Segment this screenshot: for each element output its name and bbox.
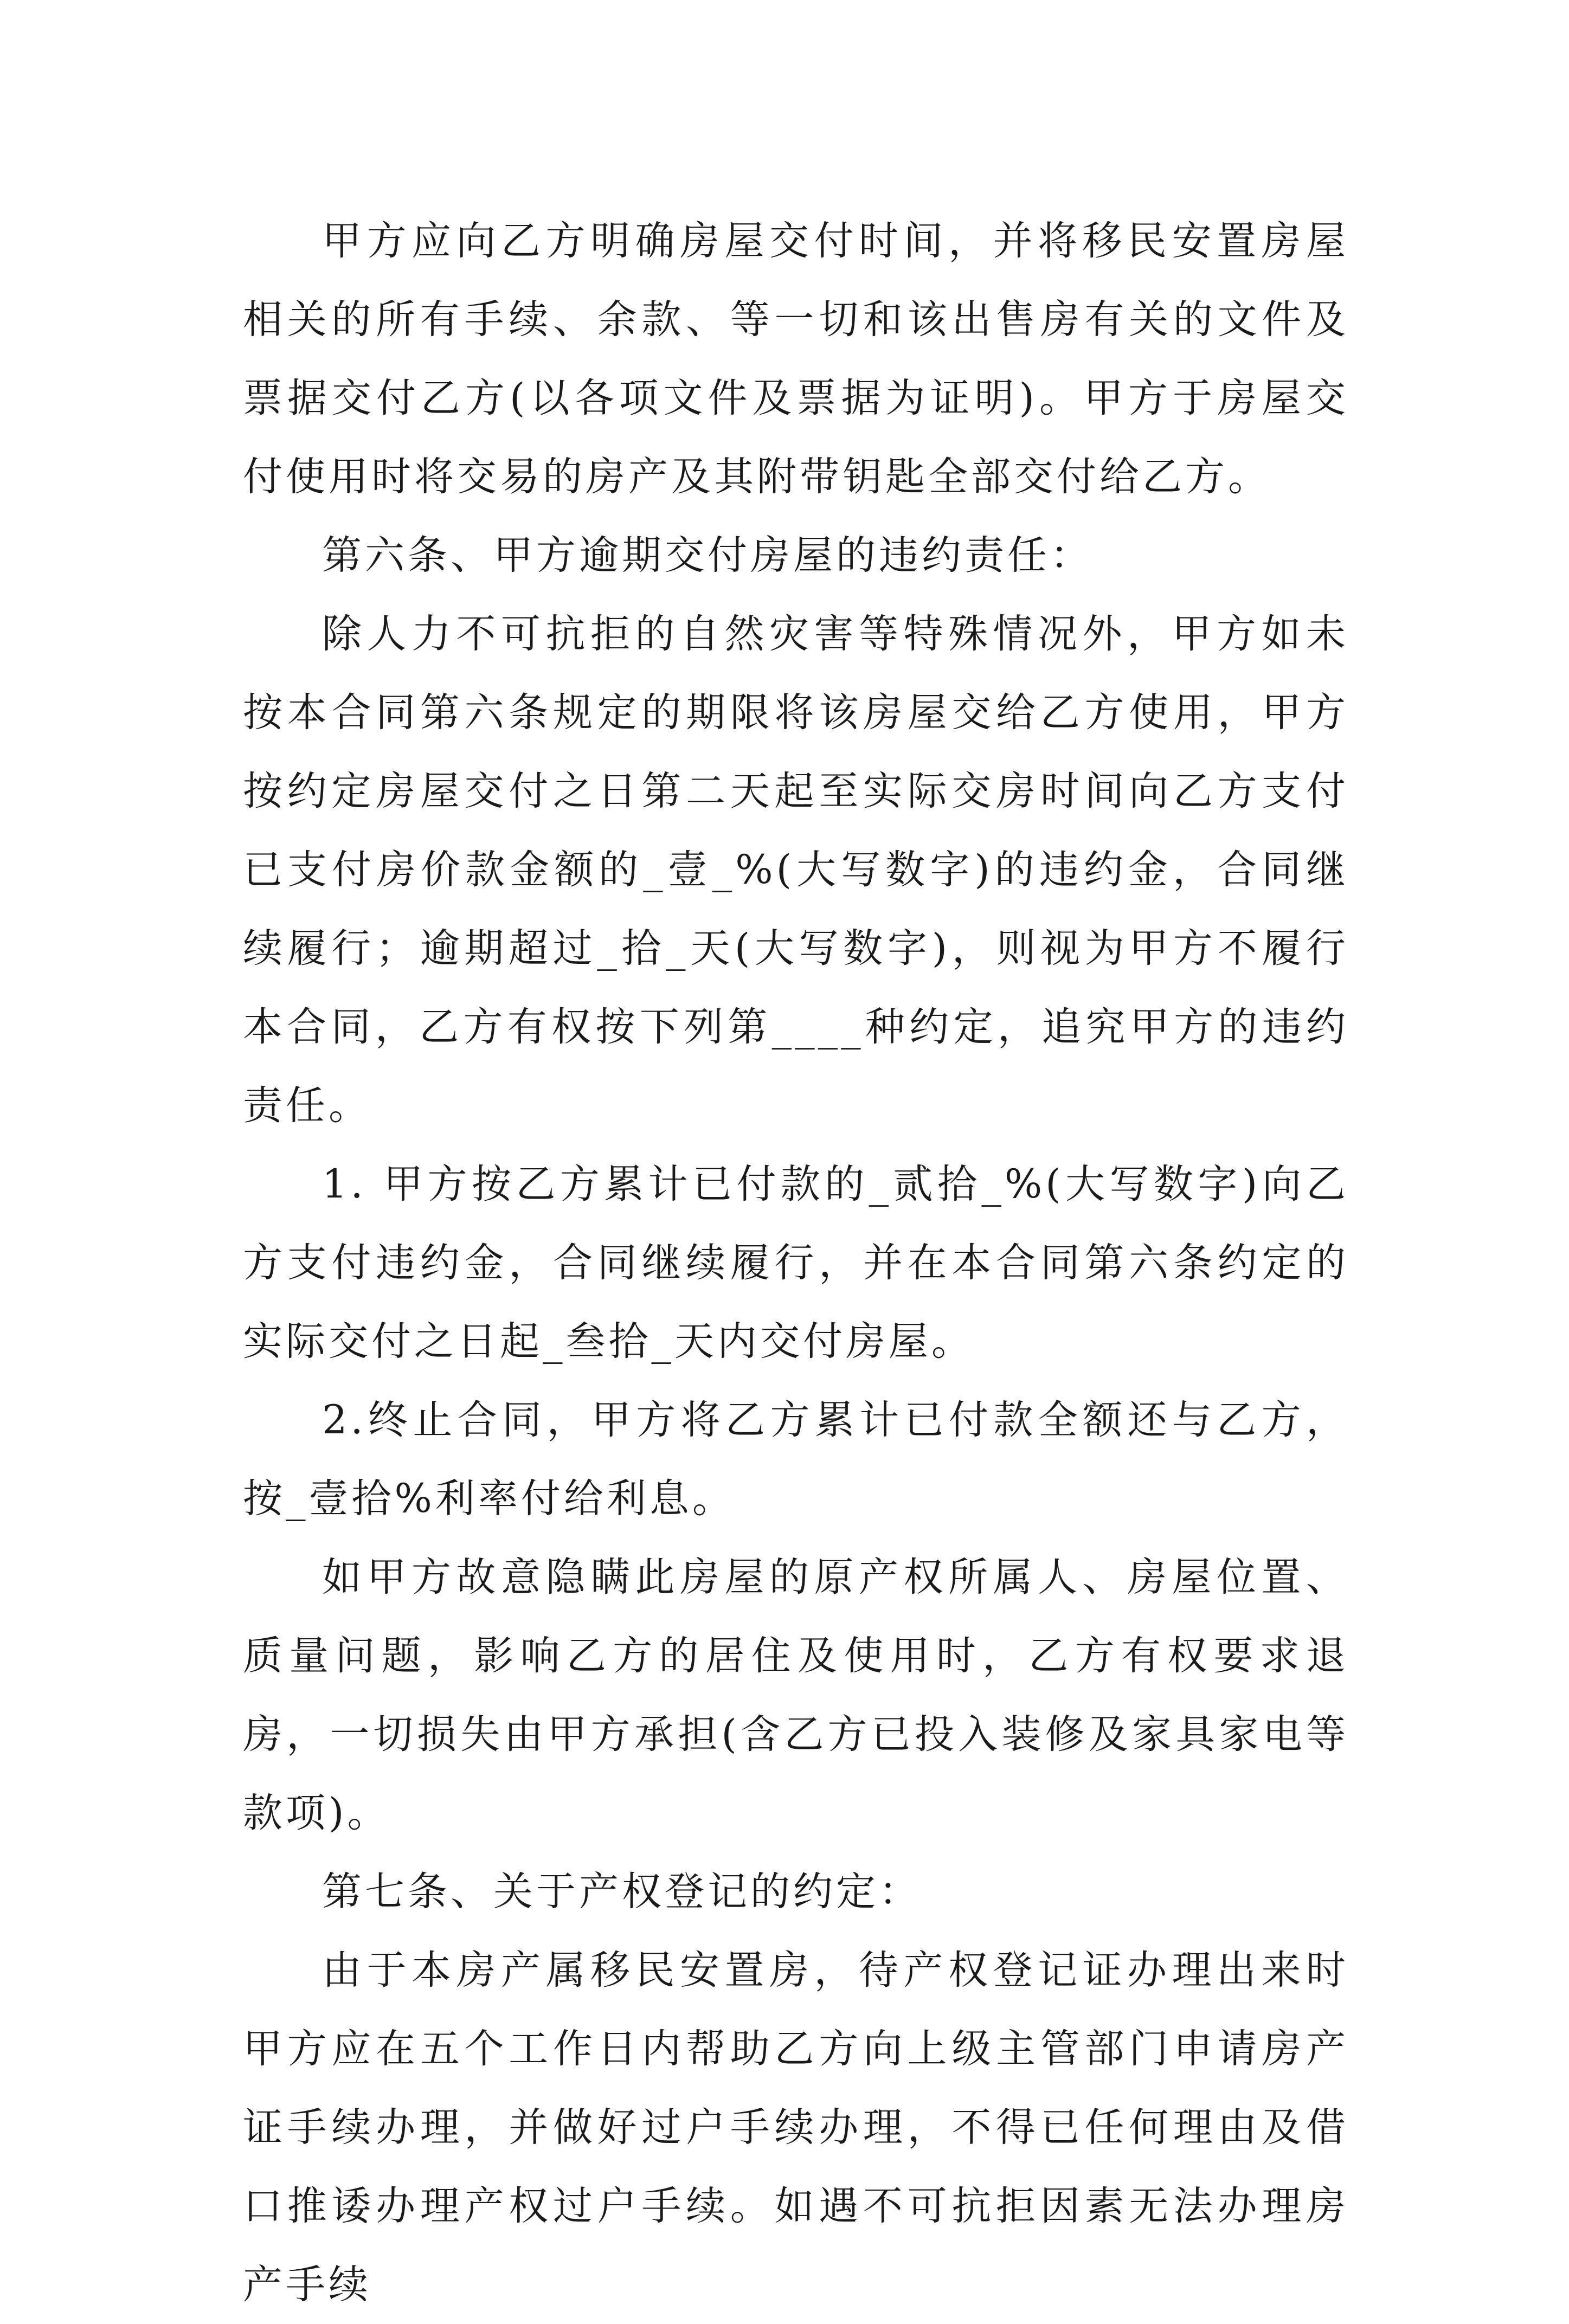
- paragraph-delivery-obligation: 甲方应向乙方明确房屋交付时间，并将移民安置房屋相关的所有手续、余款、等一切和该出售房有关的文件及票据交付乙方(以各项文件及票据为证明)。甲方于房屋交付使用时将交易的房产及其附带钥匙全部交付给乙方。: [243, 218, 1349, 500]
- heading-article-6: 第六条、甲方逾期交付房屋的违约责任：: [322, 532, 1093, 578]
- paragraph-title-registration: 由于本房产属移民安置房，待产权登记证办理出来时甲方应在五个工作日内帮助乙方向上级主管部门申请房产证手续办理，并做好过户手续办理，不得已任何理由及借口推诿办理产权过户手续。如遇不可抗拒因素无法办理房产手续: [243, 1947, 1349, 2308]
- paragraph-late-delivery-penalty: 除人力不可抗拒的自然灾害等特殊情况外，甲方如未按本合同第六条规定的期限将该房屋交给乙方使用，甲方按约定房屋交付之日第二天起至实际交房时间向乙方支付已支付房价款金额的_壹_%(大写数字)的违约金，合同继续履行；逾期超过_拾_天(大写数字)，则视为甲方不履行本合同，乙方有权按下列第____种约定，追究甲方的违约责任。: [243, 611, 1349, 1129]
- paragraph-option-1: 1. 甲方按乙方累计已付款的_贰拾_%(大写数字)向乙方支付违约金，合同继续履行，并在本合同第六条约定的实际交付之日起_叁拾_天内交付房屋。: [243, 1161, 1349, 1364]
- paragraph-concealment-clause: 如甲方故意隐瞒此房屋的原产权所属人、房屋位置、质量问题，影响乙方的居住及使用时，乙方有权要求退房，一切损失由甲方承担(含乙方已投入装修及家具家电等款项)。: [243, 1554, 1349, 1836]
- document-body: [243, 202, 1349, 2324]
- heading-article-7: 第七条、关于产权登记的约定：: [322, 1869, 922, 1915]
- paragraph-option-2: 2.终止合同，甲方将乙方累计已付款全额还与乙方，按_壹拾%利率付给利息。: [243, 1397, 1349, 1522]
